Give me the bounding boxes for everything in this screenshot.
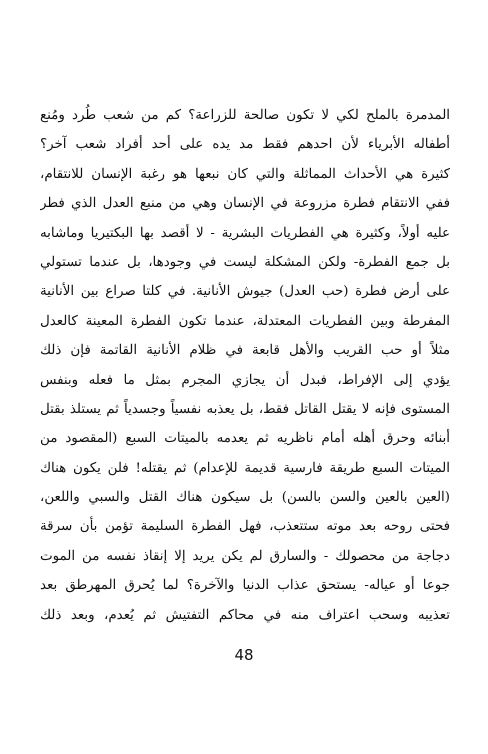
text-line: أبنائه وحرق أهله أمام ناظريه ثم يعدمه بالميتات السبع (المقصود من: [40, 431, 450, 447]
text-line: أطفاله الأبرياء لأن احدهم فقط مد يده على أحد أفراد شعب آخر؟: [40, 137, 450, 153]
body-text: [40, 101, 450, 630]
text-line: بل جمع الفطرة- ولكن المشكلة ليست في وجودها، بل عندما تستولي: [40, 254, 450, 270]
text-line: جوعا أو عياله- يستحق عذاب الدنيا والآخرة؟ لما يُحرق المهرطق بعد: [40, 578, 450, 594]
text-line: يؤدي إلى الإفراط، فبدل أن يجازي المجرم بمثل ما فعله وبنفس: [40, 372, 450, 388]
text-line: مثلاً أو حب القريب والأهل قابعة في ظلام الأنانية القاتمة فإن ذلك: [40, 343, 450, 359]
text-line: المدمرة بالملح لكي لا تكون صالحة للزراعة؟ كم من شعب طُرد ومُنع: [40, 108, 450, 123]
text-line: الميتات السبع طريقة فارسية قديمة للإعدام) ثم يقتله! فلن يكون هناك: [40, 460, 450, 476]
text-line: تعذيبه وسحب اعتراف منه في محاكم التفتيش ثم يُعدم، وبعد ذلك: [40, 607, 450, 623]
text-line: دجاجة من محصولك - والسارق لم يكن يريد إلا إنقاذ نفسه من الموت: [40, 548, 450, 564]
text-line: عليه أولاً، وكثيرة هي الفطريات البشرية - لا أقصد بها البكتيريا وماشابه: [40, 225, 450, 241]
text-line: على أرض فطرة (حب العدل) جيوش الأنانية. في كلتا صراع بين الأنانية: [40, 284, 450, 300]
text-line: (العين بالعين والسن بالسن) بل سيكون هناك القتل والسبي واللعن،: [40, 490, 450, 506]
text-line: كثيرة هي الأحداث المماثلة والتي كان نبعها هو رغبة الإنسان للانتقام،: [40, 166, 450, 182]
text-line: المستوى فإنه لا يقتل القاتل فقط، بل يعذبه نفسياً وجسدياً ثم يستلذ بقتل: [40, 401, 450, 417]
page-number: 48: [234, 646, 254, 664]
text-line: فحتى روحه بعد موته ستتعذب، فهل الفطرة السليمة تؤمن بأن سرقة: [40, 519, 450, 535]
text-line: المفرطة وبين الفطريات المعتدلة، عندما تكون الفطرة المعينة كالعدل: [40, 313, 450, 329]
text-line: ففي الانتقام فطرة مزروعة في الإنسان وهي من منبع العدل الذي فطر: [40, 196, 450, 212]
